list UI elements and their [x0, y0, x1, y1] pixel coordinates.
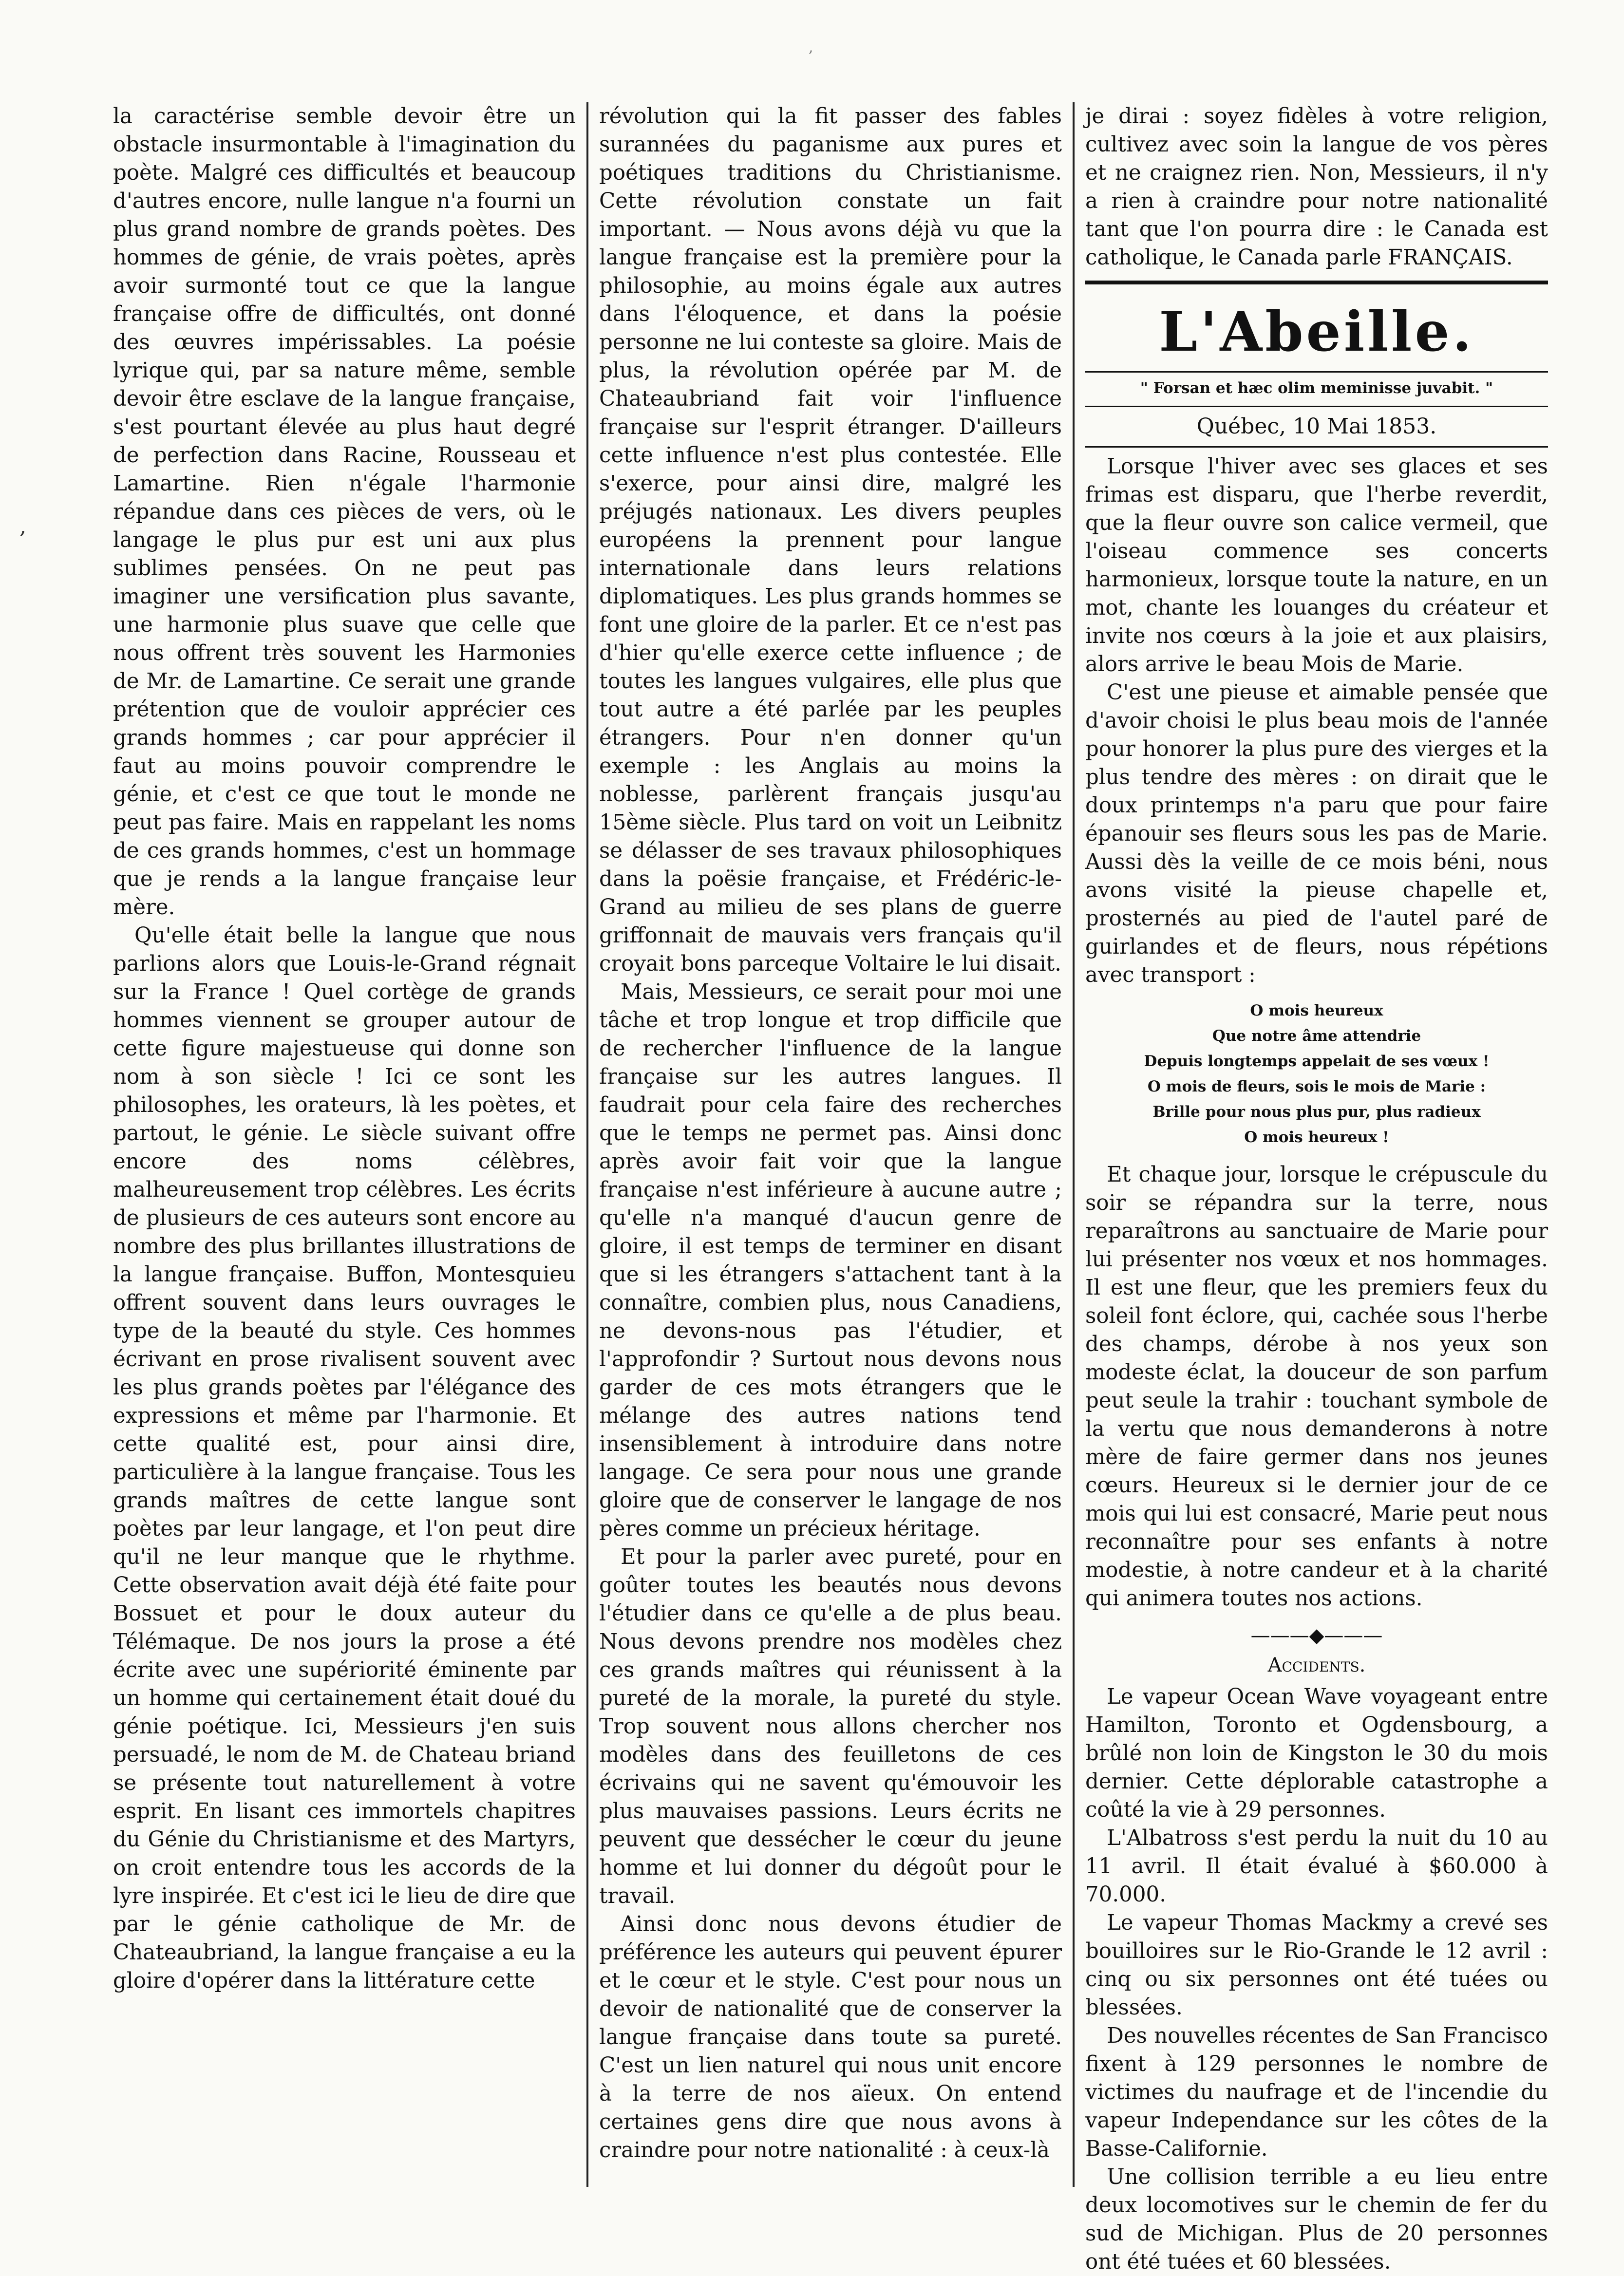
rule	[1085, 446, 1548, 448]
dateline: Québec, 10 Mai 1853.	[1196, 414, 1437, 439]
ornament-divider: ———◆———	[1250, 1624, 1383, 1647]
margin-mark: ,	[19, 514, 26, 539]
column-2-paragraph: Ainsi donc nous devons étudier de préférence les auteurs qui peuvent épurer et le cœur et le style. C'est pour nous un devoir de nationalité que de conserver la langue française dans toute sa pureté. C'est un lien naturel qui nous unit encore à la terre de nos aïeux. On entend certaines gens dire que nous avons à craindre pour notre nationalité : à ceux-là	[599, 1912, 1062, 2163]
article-paragraph: C'est une pieuse et aimable pensée que d'avoir choisi le plus beau mois de l'année pour honorer la plus pure des vierges et la plus tendre des mères : on dirait que le doux printemps n'a paru que pour faire épanouir ses fleurs sous les pas de Marie. Aussi dès la veille de ce mois béni, nous avons visité la pieuse chapelle et, prosternés au pied de l'autel paré de guirlandes et de fleurs, nous répétions avec transport :	[1085, 680, 1548, 987]
column-3-continuation: je dirai : soyez fidèles à votre religion, cultivez avec soin la langue de vos pères et ne craignez rien. Non, Messieurs, il n'y a rien à craindre pour notre nationalité tant que l'on pourra dire : le Canada est catholique, le Canada parle FRANÇAIS.	[1085, 104, 1548, 270]
column-2-paragraph: révolution qui la fit passer des fables surannées du paganisme aux pures et poétiques traditions du Christianisme. Cette révolution constate un fait important. — Nous avons déjà vu que la langue française est la première pour la philosophie, au moins égale aux autres dans l'éloquence, et dans la poésie personne ne lui conteste sa gloire. Mais de plus, la révolution opérée par M. de Chateaubriand fait voir l'influence française sur l'esprit étranger. D'ailleurs cette influence n'est plus contestée. Elle s'exerce, pour ainsi dire, malgré les préjugés nationaux. Les divers peuples européens la prennent pour langue internationale dans leurs relations diplomatiques. Les plus grands hommes se font une gloire de la parler. Et ce n'est pas d'hier qu'elle exerce cette influence ; de toutes les langues vulgaires, elle plus que tout autre a été parlée par les peuples étrangers. Pour n'en donner qu'un exemple : les Anglais au moins la noblesse, parlèrent français jusqu'au 15ème siècle. Plus tard on voit un Leibnitz se délasser de ses travaux philosophiques dans la poësie française, et Frédéric-le-Grand au milieu de ses plans de guerre griffonnait de mauvais vers français qu'il croyait bons parceque Voltaire le lui disait.	[599, 104, 1062, 976]
article-paragraph: Lorsque l'hiver avec ses glaces et ses frimas est disparu, que l'herbe reverdit, que la fleur ouvre son calice vermeil, que l'oiseau commence ses concerts harmonieux, lorsque toute la nature, en un mot, chante les louanges du créateur et invite nos cœurs à la joie et aux plaisirs, alors arrive le beau Mois de Marie.	[1085, 454, 1548, 677]
news-item: L'Albatross s'est perdu la nuit du 10 au 11 avril. Il était évalué à $60.000 à 70.000.	[1085, 1826, 1548, 1907]
column-1-paragraph: la caractérise semble devoir être un obstacle insurmontable à l'imagination du poète. Malgré ces difficultés et beaucoup d'autres encore, nulle langue n'a fourni un plus grand nombre de grands poètes. Des hommes de génie, de vrais poètes, après avoir surmonté tout ce que la langue française offre de difficultés, ont donné des œuvres impérissables. La poésie lyrique qui, par sa nature même, semble devoir être esclave de la langue française, s'est pourtant élevée au plus haut degré de perfection dans Racine, Rousseau et Lamartine. Rien n'égale l'harmonie répandue dans ces pièces de vers, où le langage le plus pur est uni aux plus sublimes pensées. On ne peut pas imaginer une versification plus savante, une harmonie plus suave que celle que nous offrent très souvent les Harmonies de Mr. de Lamartine. Ce serait une grande prétention que de vouloir apprécier ces grands hommes ; car pour apprécier il faut au moins pouvoir comprendre le génie, et c'est ce que tout le monde ne peut pas faire. Mais en rappelant les noms de ces grands hommes, c'est un hommage que je rends a la langue française leur mère.	[113, 104, 576, 920]
newspaper-page	[102, 102, 1559, 2274]
page-mark: ,	[809, 39, 813, 56]
poem-line: Brille pour nous plus pur, plus radieux	[1152, 1103, 1481, 1121]
poem	[1085, 998, 1548, 1150]
column-2	[588, 102, 1073, 2187]
news-item: Une collision terrible a eu lieu entre deux locomotives sur le chemin de fer du sud de Michigan. Plus de 20 personnes ont été tuées et 60 blessées.	[1085, 2165, 1548, 2274]
masthead-motto: " Forsan et hæc olim meminisse juvabit. "	[1140, 379, 1493, 397]
poem-line: O mois heureux	[1250, 1002, 1383, 1019]
poem-line: Depuis longtemps appelait de ses vœux !	[1144, 1053, 1490, 1070]
news-item: Le vapeur Thomas Mackmy a crevé ses bouilloires sur le Rio-Grande le 12 avril : cinq ou six personnes ont été tuées ou blessées.	[1085, 1911, 1548, 2020]
news-item: Des nouvelles récentes de San Francisco fixent à 129 personnes le nombre de victimes du naufrage et de l'incendie du vapeur Independance sur les côtes de la Basse-Californie.	[1085, 2024, 1548, 2161]
heavy-rule	[1085, 281, 1548, 284]
poem-line: O mois heureux !	[1244, 1129, 1389, 1146]
column-3	[1075, 102, 1559, 2274]
column-1	[102, 102, 586, 2187]
section-title-accidents: Accidents.	[1267, 1654, 1366, 1676]
masthead-title: L'Abeille.	[1159, 300, 1474, 364]
rule	[1085, 406, 1548, 407]
rule	[1085, 371, 1548, 373]
column-2-paragraph: Et pour la parler avec pureté, pour en goûter toutes les beautés nous devons l'étudier dans ce qu'elle a de plus beau. Nous devons prendre nos modèles chez ces grands maîtres qui réunissent à la pureté de la morale, la pureté du style. Trop souvent nous allons chercher nos modèles dans des feuilletons de ces écrivains qui ne savent qu'émouvoir les plus mauvaises passions. Leurs écrits ne peuvent que dessécher le cœur du jeune homme et lui donner du dégoût pour le travail.	[599, 1545, 1062, 1908]
article-paragraph: Et chaque jour, lorsque le crépuscule du soir se répandra sur la terre, nous reparaîtrons au sanctuaire de Marie pour lui présenter nos vœux et nos hommages. Il est une fleur, que les premiers feux du soleil font éclore, qui, cachée sous l'herbe des champs, dérobe à nos yeux son modeste éclat, la douceur de son parfum peut seule la trahir : touchant symbole de la vertu que nous demanderons à notre mère de faire germer dans nos jeunes cœurs. Heureux si le dernier jour de ce mois qui lui est consacré, Marie peut nous reconnaître pour ses enfants à notre modestie, à notre candeur et à la charité qui animera toutes nos actions.	[1085, 1163, 1548, 1611]
poem-line: Que notre âme attendrie	[1212, 1027, 1421, 1045]
news-item: Le vapeur Ocean Wave voyageant entre Hamilton, Toronto et Ogdensbourg, a brûlé non loin de Kingston le 30 du mois dernier. Cette déplorable catastrophe a coûté la vie à 29 personnes.	[1085, 1685, 1548, 1822]
column-2-paragraph: Mais, Messieurs, ce serait pour moi une tâche et trop longue et trop difficile que de rechercher l'influence de la langue française sur les autres langues. Il faudrait pour cela faire des recherches que le temps ne permet pas. Ainsi donc après avoir fait voir que la langue française n'est inférieure à aucune autre ; qu'elle n'a manqué d'aucun genre de gloire, il est temps de terminer en disant que si les étrangers s'attachent tant à la connaître, combien plus, nous Canadiens, ne devons-nous pas l'étudier, et l'approfondir ? Surtout nous devons nous garder de ces mots étrangers que le mélange des autres nations tend insensiblement à introduire dans notre langage. Ce sera pour nous une grande gloire que de conserver le langage de nos pères comme un précieux héritage.	[599, 980, 1062, 1541]
poem-line: O mois de fleurs, sois le mois de Marie :	[1147, 1078, 1486, 1095]
column-1-paragraph: Qu'elle était belle la langue que nous parlions alors que Louis-le-Grand régnait sur la France ! Quel cortège de grands hommes viennent se grouper autour de cette figure majestueuse qui donne son nom à son siècle ! Ici ce sont les philosophes, les orateurs, là les poètes, et partout, le génie. Le siècle suivant offre encore des noms célèbres, malheureusement trop célèbres. Les écrits de plusieurs de ces auteurs sont encore au nombre des plus brillantes illustrations de la langue française. Buffon, Montesquieu offrent souvent dans leurs ouvrages le type de la beauté du style. Ces hommes écrivant en prose rivalisent souvent avec les plus grands poètes par l'élégance des expressions et même par l'harmonie. Et cette qualité est, pour ainsi dire, particulière à la langue française. Tous les grands maîtres de cette langue sont poètes par leur langage, et l'on peut dire qu'il ne leur manque que le rhythme. Cette observation avait déjà été faite pour Bossuet et pour le doux auteur du Télémaque. De nos jours la prose a été écrite avec une supériorité éminente par un homme qui certainement était doué du génie poétique. Ici, Messieurs j'en suis persuadé, le nom de M. de Chateau briand se présente tout naturellement à votre esprit. En lisant ces immortels chapitres du Génie du Christianisme et des Martyrs, on croit entendre tous les accords de la lyre inspirée. Et c'est ici le lieu de dire que par le génie catholique de Mr. de Chateaubriand, la langue française a eu la gloire d'opérer dans la littérature cette	[113, 923, 576, 1993]
